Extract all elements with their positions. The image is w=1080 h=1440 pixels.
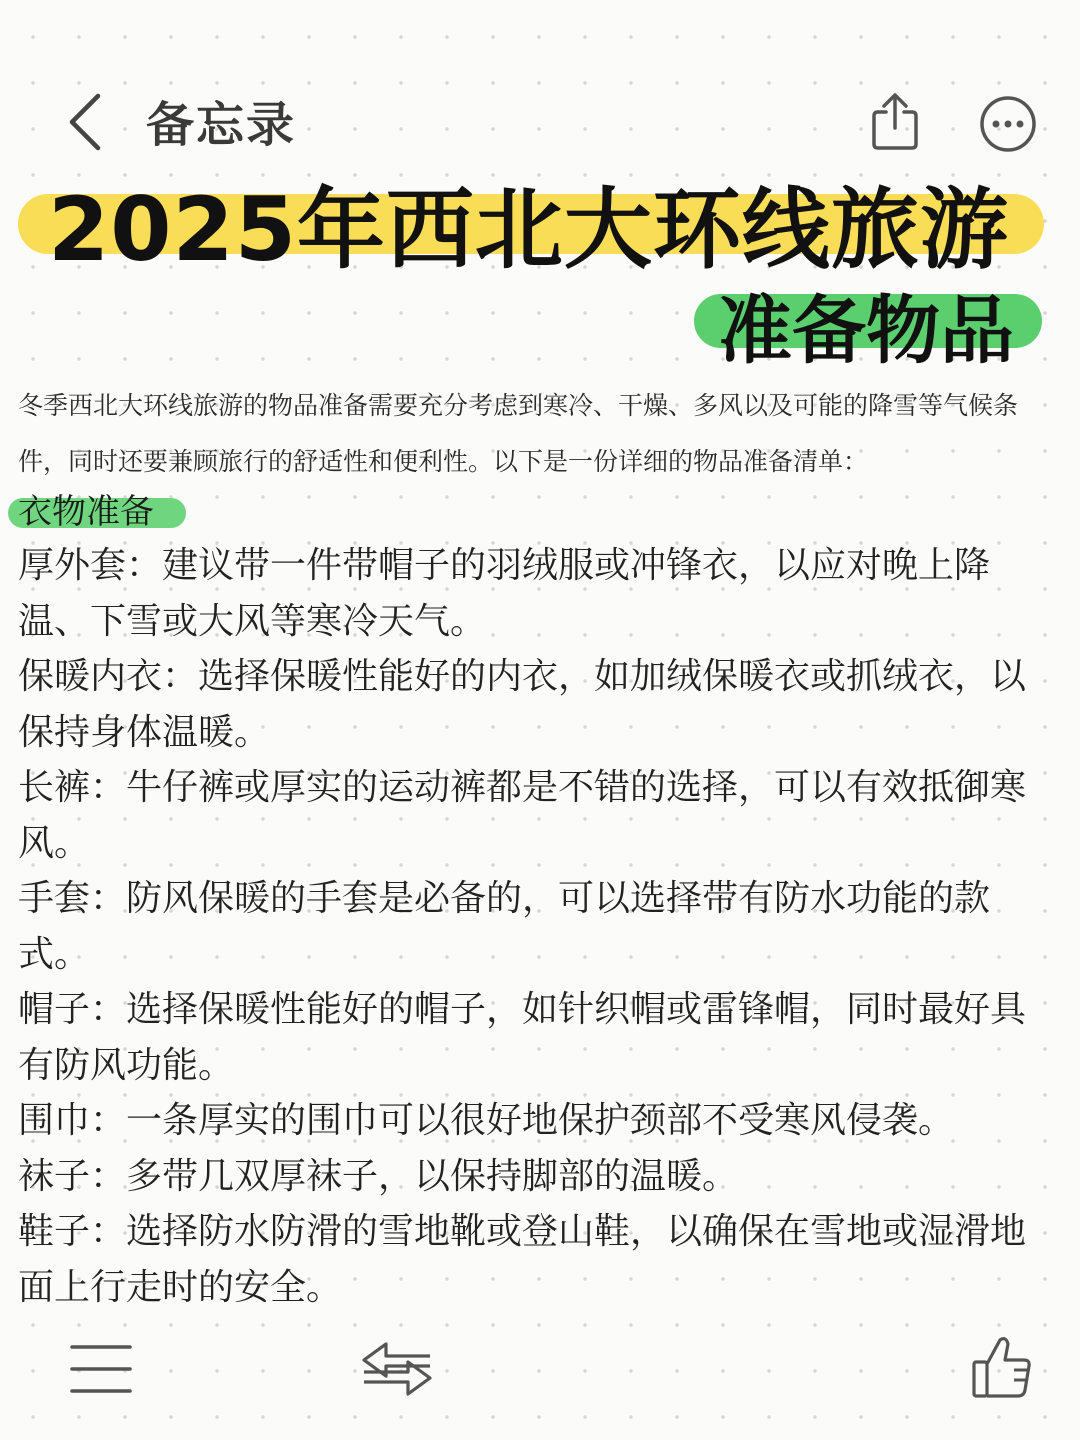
note-subtitle-text: 准备物品	[718, 288, 1014, 374]
app-title: 备忘录	[146, 97, 297, 153]
more-icon	[978, 94, 1038, 154]
thumbs-up-icon	[970, 1334, 1034, 1400]
share-button[interactable]	[862, 88, 928, 154]
list-item: 手套：防风保暖的手套是必备的，可以选择带有防水功能的款式。	[18, 878, 991, 975]
top-toolbar	[0, 70, 1080, 170]
list-item: 长裤：牛仔裤或厚实的运动裤都是不错的选择，可以有效抵御寒风。	[18, 767, 1027, 864]
more-button[interactable]	[976, 92, 1040, 156]
list-item: 帽子：选择保暖性能好的帽子，如针织帽或雷锋帽，同时最好具有防风功能。	[18, 989, 1027, 1086]
menu-button[interactable]	[68, 1334, 134, 1404]
list-item: 保暖内衣：选择保暖性能好的内衣，如加绒保暖衣或抓绒衣，以保持身体温暖。	[18, 656, 1027, 753]
back-button[interactable]	[56, 86, 116, 158]
list-item: 鞋子：选择防水防滑的雪地靴或登山鞋，以确保在雪地或湿滑地面上行走时的安全。	[18, 1211, 1027, 1308]
list-item: 厚外套：建议带一件带帽子的羽绒服或冲锋衣，以应对晚上降温、下雪或大风等寒冷天气。	[18, 545, 991, 642]
list-item: 袜子：多带几双厚袜子，以保持脚部的温暖。	[18, 1155, 739, 1197]
swap-arrows-icon	[360, 1336, 434, 1400]
note-title	[18, 178, 1044, 281]
section-heading-text: 衣物准备	[18, 492, 154, 532]
like-button[interactable]	[966, 1328, 1038, 1406]
intro-paragraph: 冬季西北大环线旅游的物品准备需要充分考虑到寒冷、干燥、多风以及可能的降雪等气候条件，同时还要兼顾旅行的舒适性和便利性。以下是一份详细的物品准备清单：	[18, 391, 1019, 476]
list-item: 围巾：一条厚实的围巾可以很好地保护颈部不受寒风侵袭。	[18, 1100, 955, 1141]
menu-icon	[70, 1343, 132, 1395]
section-heading	[8, 490, 154, 532]
swap-button[interactable]	[358, 1330, 436, 1406]
chevron-left-icon	[66, 90, 106, 154]
note-subtitle	[694, 286, 1042, 374]
share-icon	[870, 90, 920, 152]
item-list	[18, 538, 1048, 1315]
note-title-text: 2025年西北大环线旅游	[48, 178, 1009, 281]
bottom-toolbar	[0, 1320, 1080, 1420]
